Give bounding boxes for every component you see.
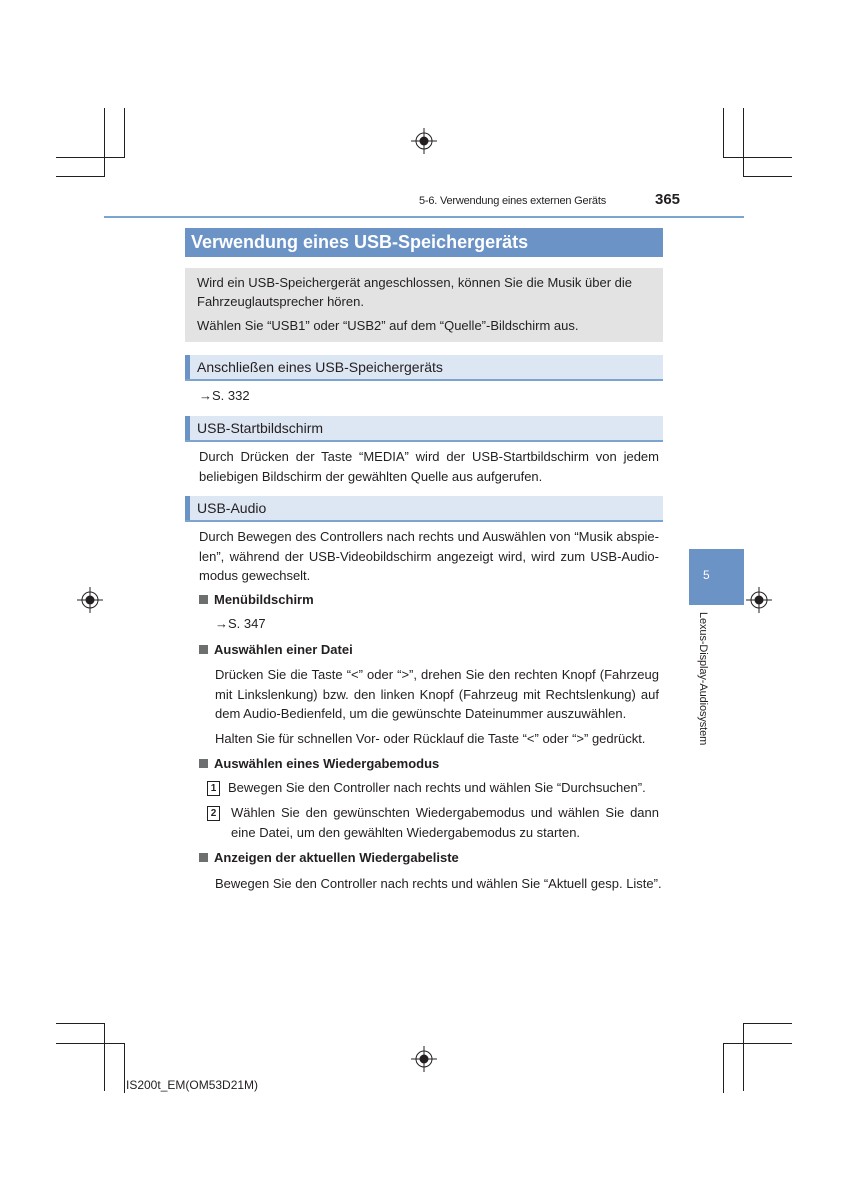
crop-mark: [124, 108, 125, 158]
step-text: Wählen Sie den gewünschten Wiedergabemodus und wählen Sie dann eine Datei, um den gewählten Wiedergabemodus zu starten.: [231, 805, 659, 840]
crop-mark: [723, 1043, 792, 1044]
file-text: Drücken Sie die Taste “<” oder “>”, drehen Sie den rechten Knopf (Fahrzeug mit Linkslenkung) bzw. den linken Knopf (Fahrzeug mit Rechtslenkung) auf dem Audio-Bedienfeld, um die gewünschte Dateinummer auszuwählen.: [215, 667, 659, 721]
file-title: Auswählen einer Datei: [214, 642, 353, 657]
menu-item: [199, 590, 314, 610]
audio-text: Durch Bewegen des Controllers nach rechts und Auswählen von “Musik abspie-len”, während der USB-Videobildschirm angezeigt wird, wird zum USB-Audio-modus gewechselt.: [199, 529, 659, 583]
intro-box: [185, 268, 663, 342]
header-rule: [104, 216, 744, 218]
crop-mark: [124, 1043, 125, 1093]
page-number: 365: [655, 191, 681, 208]
mode-title: Auswählen eines Wiedergabemodus: [214, 756, 440, 771]
page-reference: →S. 347: [215, 616, 266, 631]
running-header-section: 5-6. Verwendung eines externen Geräts: [418, 195, 606, 207]
registration-mark-icon: [411, 128, 437, 154]
crop-mark: [743, 176, 792, 177]
file-text: Halten Sie für schnellen Vor- oder Rücklauf die Taste “<” oder “>” gedrückt.: [215, 731, 646, 746]
crop-mark: [104, 1023, 105, 1091]
crop-mark: [743, 108, 744, 176]
registration-mark-icon: [746, 587, 772, 613]
list-item: [199, 848, 459, 868]
chapter-label: Lexus-Display-Audiosystem: [697, 612, 709, 746]
page-title: Verwendung eines USB-Speichergeräts: [185, 228, 663, 257]
crop-mark: [743, 1023, 744, 1091]
section-heading-start: USB-Startbildschirm: [185, 416, 663, 442]
list-title: Anzeigen der aktuellen Wiedergabeliste: [214, 850, 459, 865]
page-reference: →S. 332: [199, 388, 250, 403]
crop-mark: [723, 1043, 724, 1093]
step-text: Bewegen Sie den Controller nach rechts und wählen Sie “Durchsuchen”.: [228, 780, 646, 795]
step-1: [207, 778, 659, 798]
square-bullet-icon: [199, 595, 208, 604]
crop-mark: [56, 1043, 124, 1044]
section-heading-audio: USB-Audio: [185, 496, 663, 522]
crop-mark: [723, 157, 792, 158]
list-text: Bewegen Sie den Controller nach rechts und wählen Sie “Aktuell gesp. Liste”.: [215, 876, 662, 891]
intro-text: Wird ein USB-Speichergerät angeschlossen, können Sie die Musik über die Fahrzeuglautsprecher hören.: [197, 275, 633, 309]
intro-text: Wählen Sie “USB1” oder “USB2” auf dem “Quelle”-Bildschirm aus.: [197, 318, 579, 333]
chapter-number: 5: [703, 568, 710, 582]
step-number: 1: [207, 781, 220, 796]
crop-mark: [723, 108, 724, 158]
step-number: 2: [207, 806, 220, 821]
menu-title: Menübildschirm: [214, 592, 314, 607]
crop-mark: [743, 1023, 792, 1024]
mode-item: [199, 754, 439, 774]
crop-mark: [56, 1023, 105, 1024]
crop-mark: [104, 108, 105, 176]
square-bullet-icon: [199, 645, 208, 654]
file-item: [199, 640, 353, 660]
crop-mark: [56, 157, 124, 158]
section-heading-connect: Anschließen eines USB-Speichergeräts: [185, 355, 663, 381]
square-bullet-icon: [199, 759, 208, 768]
document-code: IS200t_EM(OM53D21M): [126, 1078, 259, 1092]
chapter-tab: [689, 549, 744, 605]
registration-mark-icon: [77, 587, 103, 613]
square-bullet-icon: [199, 853, 208, 862]
crop-mark: [56, 176, 105, 177]
start-text: Durch Drücken der Taste “MEDIA” wird der USB-Startbildschirm von jedem beliebigen Bildschirm der gewählten Quelle aus aufgerufen.: [199, 449, 659, 484]
step-2: [207, 803, 659, 842]
registration-mark-icon: [411, 1046, 437, 1072]
